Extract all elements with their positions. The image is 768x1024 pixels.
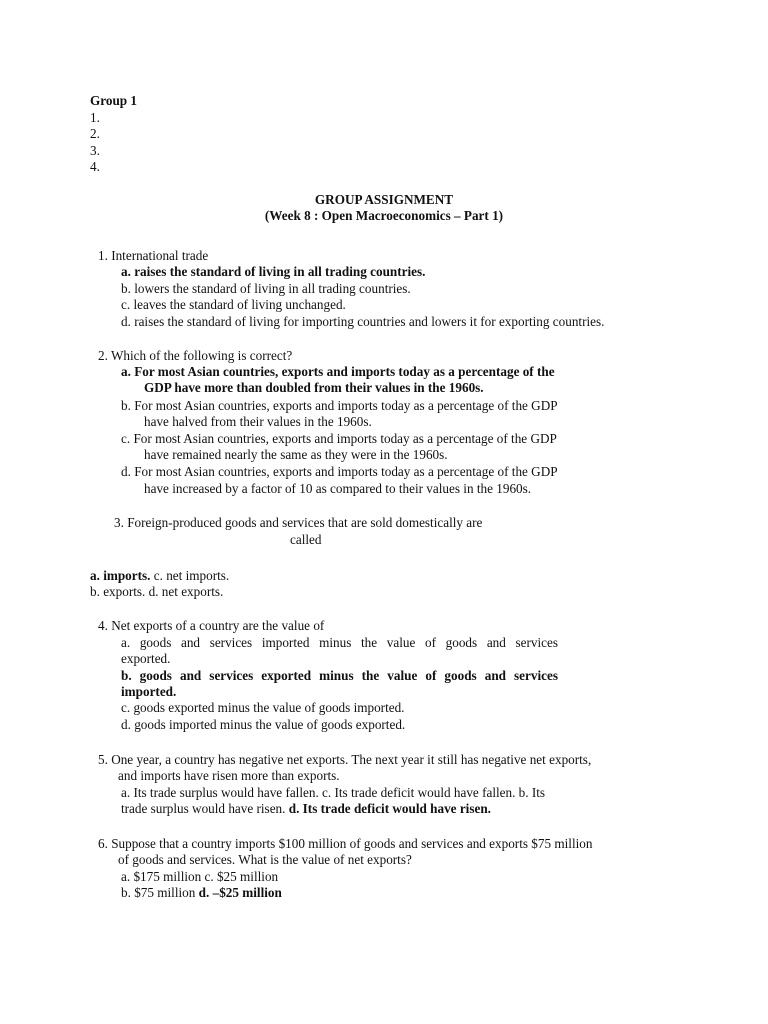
q3-option-c: c. net imports. — [150, 568, 230, 583]
q2-option-b-line1: b. For most Asian countries, exports and imports today as a percentage of the GDP — [121, 398, 558, 413]
group-member-2: 2. — [90, 126, 100, 141]
q1-option-a-answer: a. raises the standard of living in all trading countries. — [121, 264, 426, 279]
q4-option-d: d. goods imported minus the value of goods exported. — [121, 717, 406, 732]
q1-option-b: b. lowers the standard of living in all trading countries. — [121, 281, 411, 296]
q6-options-line2 — [121, 885, 282, 901]
q3-options-line1 — [90, 568, 229, 584]
q2-option-c-line1: c. For most Asian countries, exports and imports today as a percentage of the GDP — [121, 431, 557, 446]
q4-option-a-line2: exported. — [121, 651, 171, 666]
q3-options-line2: b. exports. d. net exports. — [90, 584, 224, 599]
q6-stem-line1: 6. Suppose that a country imports $100 million of goods and services and exports $75 million — [98, 836, 593, 851]
q1-stem: 1. International trade — [98, 248, 209, 263]
q3-option-a-answer: a. imports. — [90, 568, 151, 583]
q4-option-a-line1: a. goods and services imported minus the value of goods and services — [121, 635, 558, 650]
q5-option-d-answer: d. Its trade deficit would have risen. — [288, 801, 491, 816]
q2-option-a-answer-line1: a. For most Asian countries, exports and imports today as a percentage of the — [121, 364, 555, 379]
q1-option-d: d. raises the standard of living for importing countries and lowers it for exporting countries. — [121, 314, 605, 329]
q6-option-d-answer: d. –$25 million — [198, 885, 282, 900]
q2-option-b-line2: have halved from their values in the 1960s. — [144, 414, 372, 429]
q6-stem-line2: of goods and services. What is the value of net exports? — [118, 852, 412, 867]
q6-option-b: b. $75 million — [121, 885, 199, 900]
group-member-3: 3. — [90, 143, 100, 158]
q1-option-c: c. leaves the standard of living unchanged. — [121, 297, 346, 312]
q4-option-b-answer-line1: b. goods and services exported minus the value of goods and services — [121, 668, 558, 683]
q5-stem-line1: 5. One year, a country has negative net exports. The next year it still has negative net exports, — [98, 752, 592, 767]
q2-option-d-line2: have increased by a factor of 10 as compared to their values in the 1960s. — [144, 481, 532, 496]
q4-stem: 4. Net exports of a country are the value of — [98, 618, 325, 633]
group-title: Group 1 — [90, 93, 138, 108]
assignment-subtitle: (Week 8 : Open Macroeconomics – Part 1) — [264, 208, 504, 223]
q5-stem-line2: and imports have risen more than exports. — [118, 768, 340, 783]
q4-option-c: c. goods exported minus the value of goods imported. — [121, 700, 405, 715]
group-member-4: 4. — [90, 159, 100, 174]
assignment-title: GROUP ASSIGNMENT — [314, 192, 454, 207]
q5-options-line2 — [121, 801, 491, 817]
q3-stem-line1: 3. Foreign-produced goods and services that are sold domestically are — [114, 515, 483, 530]
group-member-1: 1. — [90, 110, 100, 125]
q5-options-line1: a. Its trade surplus would have fallen. c. Its trade deficit would have fallen. b. Its — [121, 785, 546, 800]
q6-options-line1: a. $175 million c. $25 million — [121, 869, 279, 884]
q3-stem-line2: called — [290, 532, 322, 547]
q2-option-d-line1: d. For most Asian countries, exports and imports today as a percentage of the GDP — [121, 464, 558, 479]
q2-option-a-answer-line2: GDP have more than doubled from their values in the 1960s. — [144, 380, 484, 395]
q2-option-c-line2: have remained nearly the same as they were in the 1960s. — [144, 447, 448, 462]
q4-option-b-answer-line2: imported. — [121, 684, 177, 699]
q5-option-b-tail: trade surplus would have risen. — [121, 801, 289, 816]
q2-stem: 2. Which of the following is correct? — [98, 348, 293, 363]
